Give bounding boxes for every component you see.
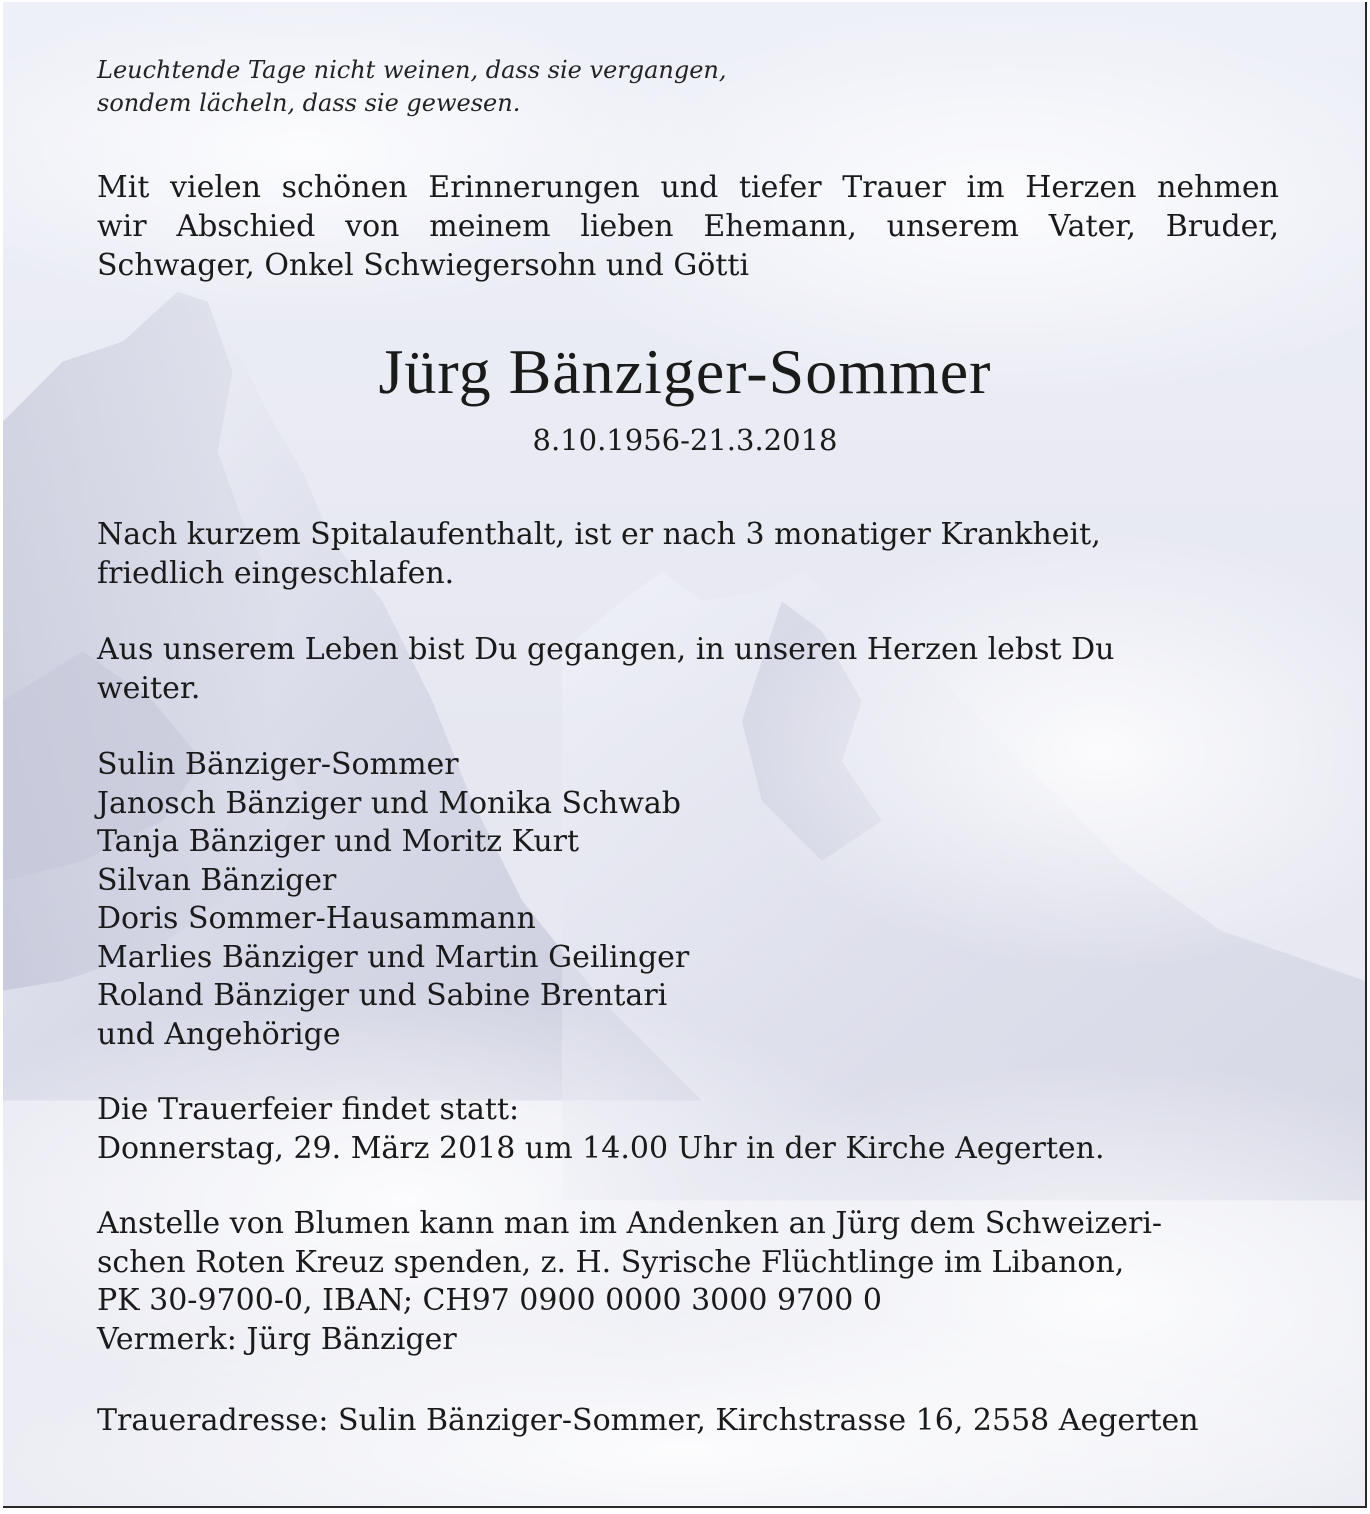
donation-line: schen Roten Kreuz spenden, z. H. Syrische Flüchtlinge im Libanon, [97, 1244, 1125, 1280]
mourner-entry: Roland Bänziger und Sabine Brentari [97, 978, 668, 1013]
address-line: Traueradresse: Sulin Bänziger-Sommer, Kirchstrasse 16, 2558 Aegerten [97, 1403, 1199, 1438]
ceremony-line: Die Trauerfeier findet statt: [97, 1092, 520, 1127]
intro-paragraph [97, 168, 1279, 285]
obituary-notice [3, 2, 1367, 1508]
mourner-entry: Tanja Bänziger und Moritz Kurt [97, 824, 580, 859]
ceremony-line: Donnerstag, 29. März 2018 um 14.00 Uhr in der Kirche Aegerten. [97, 1130, 1105, 1166]
ceremony-info [97, 1091, 1287, 1168]
motto-quote [97, 54, 727, 120]
passing-line: friedlich eingeschlafen. [97, 555, 455, 591]
donation-info [97, 1205, 1287, 1359]
mourner-entry: Sulin Bänziger-Sommer [97, 747, 459, 782]
notice-content [3, 2, 1365, 1506]
passing-paragraph [97, 516, 1287, 593]
life-dates: 8.10.1956-21.3.2018 [532, 423, 838, 457]
remembrance-paragraph [97, 631, 1287, 708]
mourner-entry: Silvan Bänziger [97, 862, 337, 898]
mourner-entry: Marlies Bänziger und Martin Geilinger [97, 939, 690, 975]
passing-line: Nach kurzem Spitalaufenthalt, ist er nach 3 monatiger Krankheit, [97, 517, 1101, 552]
mourner-entry: Janosch Bänziger und Monika Schwab [97, 785, 681, 821]
donation-line: Vermerk: Jürg Bänziger [97, 1321, 457, 1357]
donation-line: PK 30-9700-0, IBAN; CH97 0900 0000 3000 9700 0 [97, 1283, 882, 1318]
motto-line: Leuchtende Tage nicht weinen, dass sie vergangen, [97, 56, 727, 84]
intro-line: wir Abschied von meinem lieben Ehemann, unserem Vater, Bruder, [97, 209, 1279, 244]
deceased-name: Jürg Bänziger-Sommer [378, 336, 992, 407]
intro-line: Mit vielen schönen Erinnerungen und tiefer Trauer im Herzen nehmen [97, 170, 1279, 205]
motto-line: sondem lächeln, dass sie gewesen. [97, 89, 521, 117]
mourner-entry: Doris Sommer-Hausammann [97, 901, 536, 936]
donation-line: Anstelle von Blumen kann man im Andenken an Jürg dem Schweizeri- [97, 1206, 1163, 1241]
remembrance-line: weiter. [97, 670, 201, 706]
mourners-list [97, 746, 1287, 1054]
intro-line: Schwager, Onkel Schwiegersohn und Götti [97, 248, 750, 283]
mourner-entry: und Angehörige [97, 1016, 341, 1052]
mourning-address [97, 1402, 1287, 1441]
remembrance-line: Aus unserem Leben bist Du gegangen, in unseren Herzen lebst Du [97, 632, 1115, 667]
